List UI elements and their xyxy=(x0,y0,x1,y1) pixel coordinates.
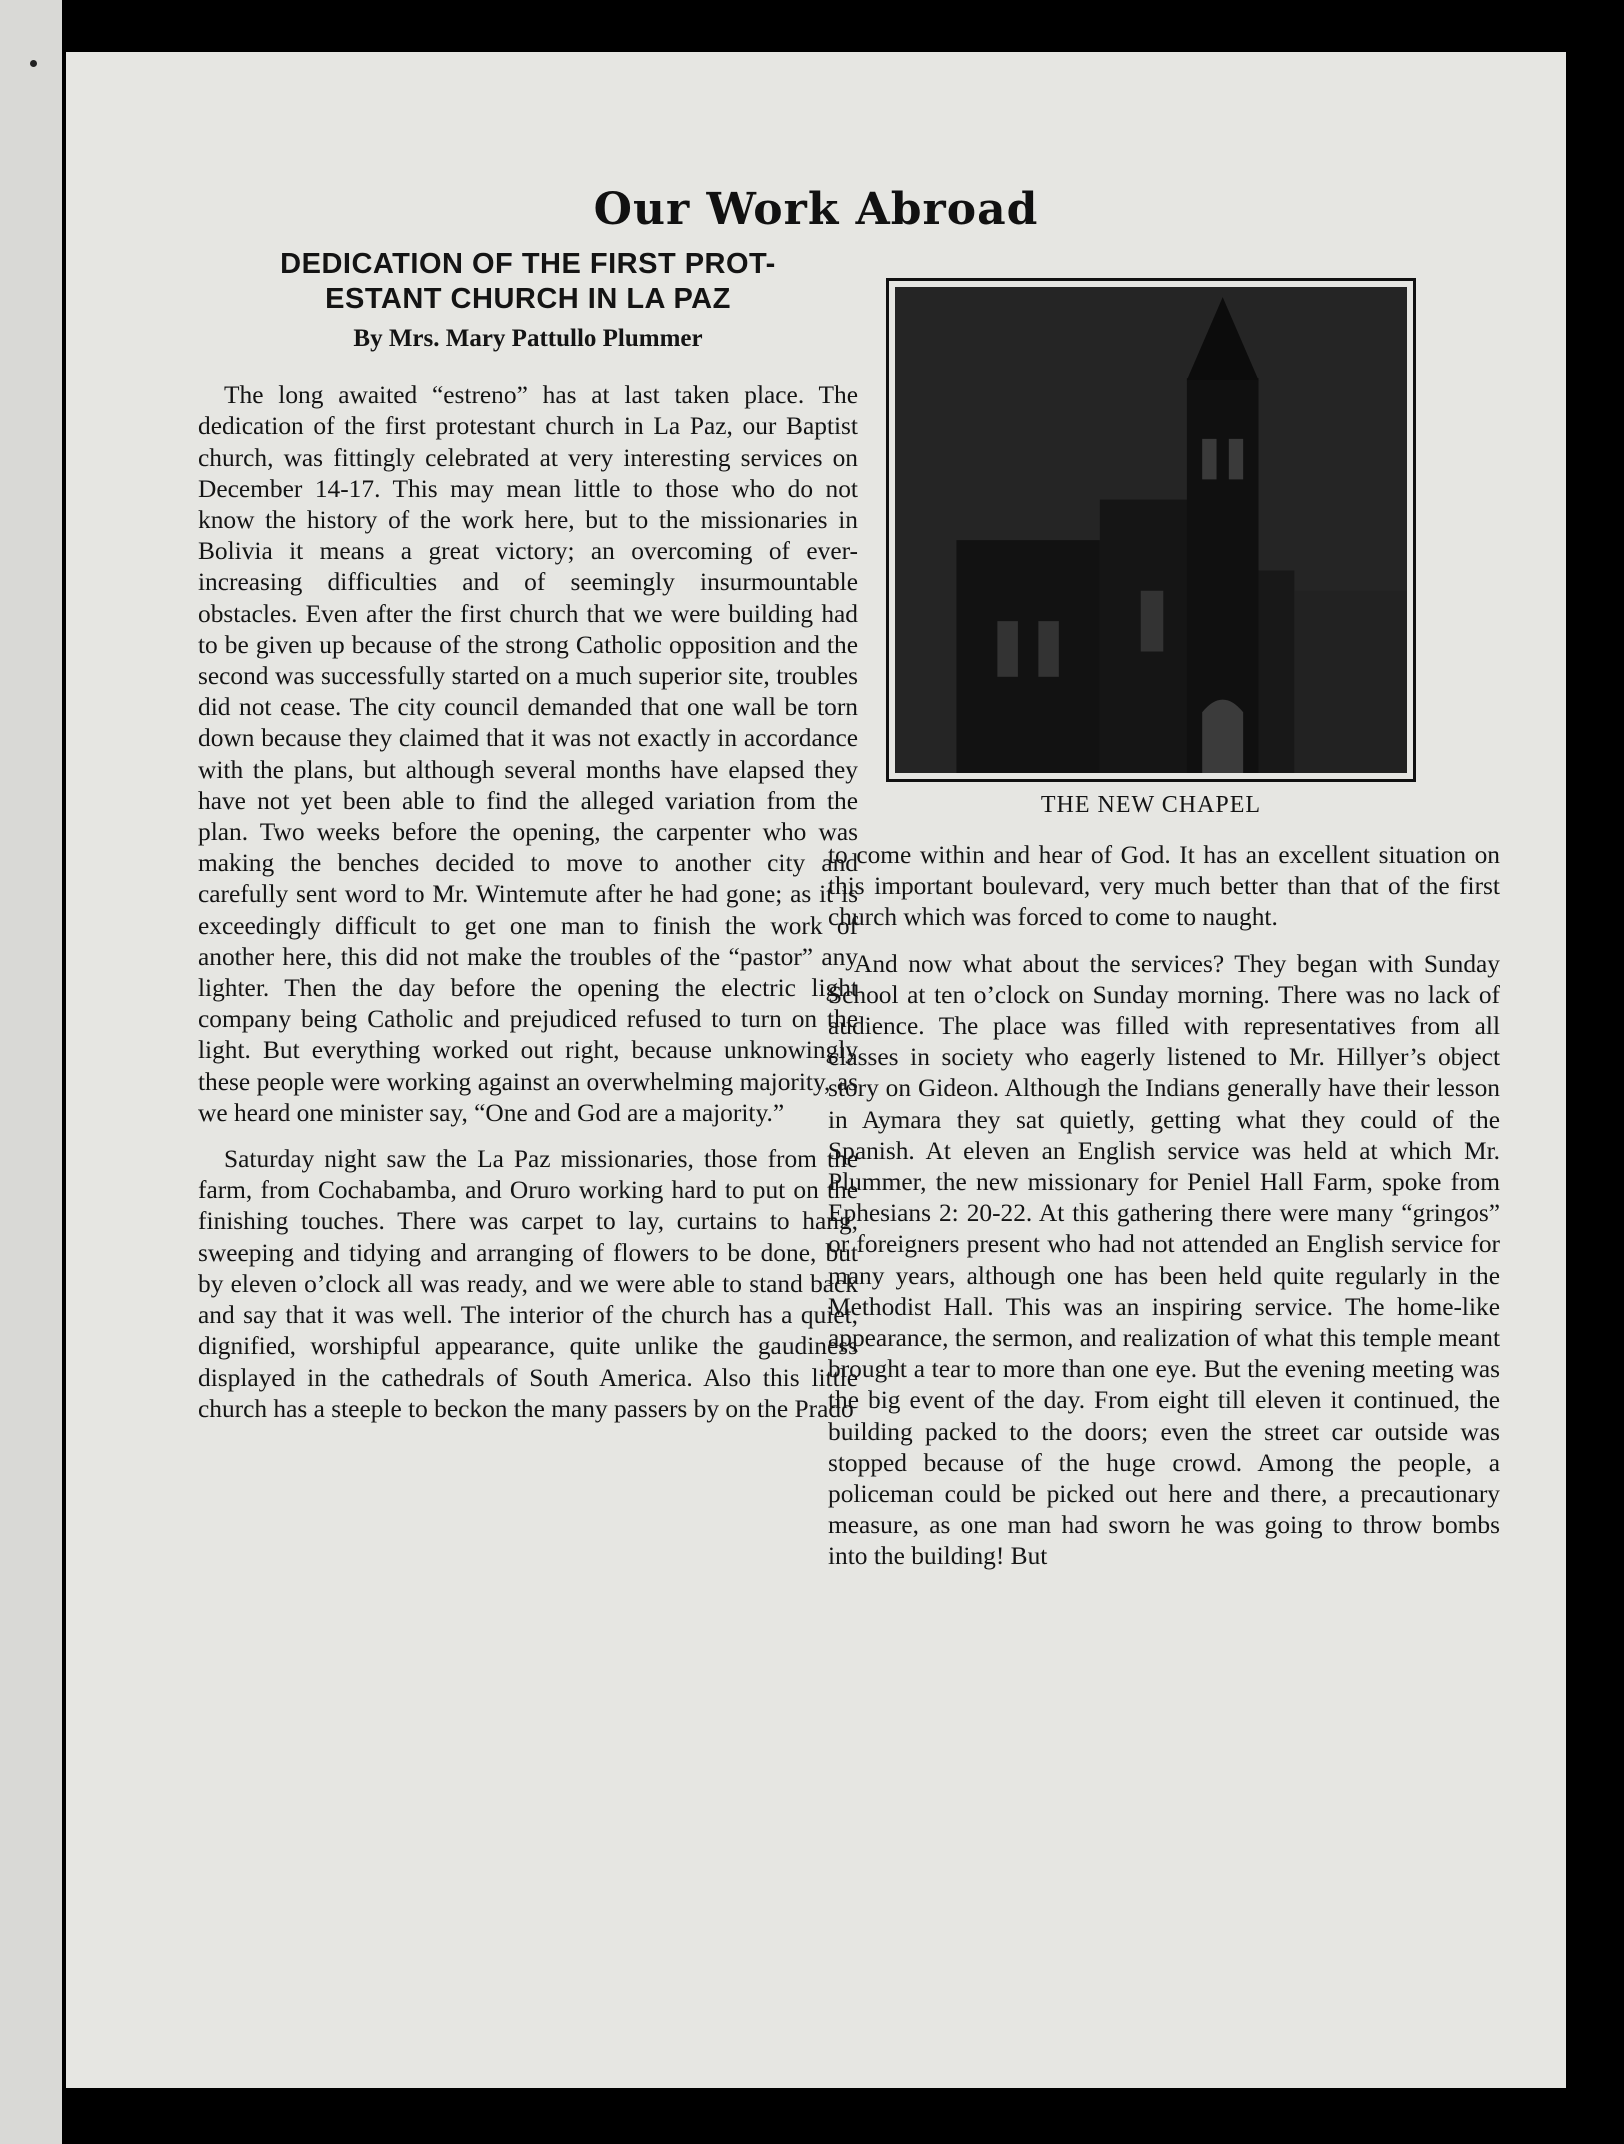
photo-caption: THE NEW CHAPEL xyxy=(1040,792,1262,818)
running-head: Our Work Abroad xyxy=(593,184,1039,235)
left-column xyxy=(198,247,858,1425)
right-column xyxy=(828,840,1500,1573)
binding-hole xyxy=(30,60,37,67)
church-steeple-illustration xyxy=(895,287,1407,773)
article-paragraph: And now what about the services? They began with Sunday School at ten o’clock on Sunday morning. There was no lack of audience. The place was filled with representatives from all classes in society who eagerly listened to Mr. Hillyer’s object story on Gideon. Although the Indians generally have their lesson in Aymara they sat quietly, getting what they could of the Spanish. At eleven an English service was held at which Mr. Plummer, the new missionary for Peniel Hall Farm, spoke from Ephesians 2: 20-22. At this gathering there were many “gringos” or foreigners present who had not attended an English service for many years, although one has been held quite regularly in the Methodist Hall. This was an inspiring service. The home-like appearance, the sermon, and realization of what this temple meant brought a tear to more than one eye. But the evening meeting was the big event of the day. From eight till eleven it continued, the building packed to the doors; even the street car outside was stopped because of the huge crowd. Among the people, a policeman could be picked out here and there, a precautionary measure, as one man had sworn he was going to throw bombs into the building! But xyxy=(828,949,1500,1571)
article-paragraph: Saturday night saw the La Paz missionaries, those from the farm, from Cochabamba, and Oruro working hard to put on the finishing touches. There was carpet to lay, curtains to hang, sweeping and tidying and arranging of flowers to be done, but by eleven o’clock all was ready, and we were able to stand back and say that it was well. The interior of the church has a quiet, dignified, worshipful appearance, quite unlike the gaudiness displayed in the cathedrals of South America. Also this little church has a steeple to beckon the many passers by on the Prado xyxy=(198,1145,858,1423)
magazine-page xyxy=(66,52,1566,2088)
article-byline: By Mrs. Mary Pattullo Plummer xyxy=(353,325,703,352)
scan-edge-strip xyxy=(0,0,62,2144)
chapel-photo-image xyxy=(895,287,1407,773)
article-headline: DEDICATION OF THE FIRST PROT- ESTANT CHURCH IN LA PAZ xyxy=(280,248,776,315)
article-paragraph-continuation: to come within and hear of God. It has an excellent situation on this important boulevard, very much better than that of the first church which was forced to come to naught. xyxy=(828,841,1500,932)
article-paragraph: The long awaited “estreno” has at last taken place. The dedication of the first protestant church in La Paz, our Baptist church, was fittingly celebrated at very interesting services on December 14-17. This may mean little to those who do not know the history of the work here, but to the missionaries in Bolivia it means a great victory; an overcoming of ever-increasing difficulties and of seemingly insurmountable obstacles. Even after the first church that we were building had to be given up because of the strong Catholic opposition and the second was successfully started on a much superior site, troubles did not cease. The city council demanded that one wall be torn down because they claimed that it was not exactly in accordance with the plans, but although several months have elapsed they have not yet been able to find the alleged variation from the plan. Two weeks before the opening, the carpenter who was making the benches decided to move to another city and carefully sent word to Mr. Wintemute after he had gone; as it is exceedingly difficult to get one man to finish the work of another here, this did not make the troubles of the “pastor” any lighter. Then the day before the opening the electric light company being Catholic and prejudiced refused to turn on the light. But everything worked out right, because unknowingly these people were working against an overwhelming majority, as we heard one minister say, “One and God are a majority.” xyxy=(198,381,858,1127)
chapel-photo xyxy=(886,278,1416,782)
